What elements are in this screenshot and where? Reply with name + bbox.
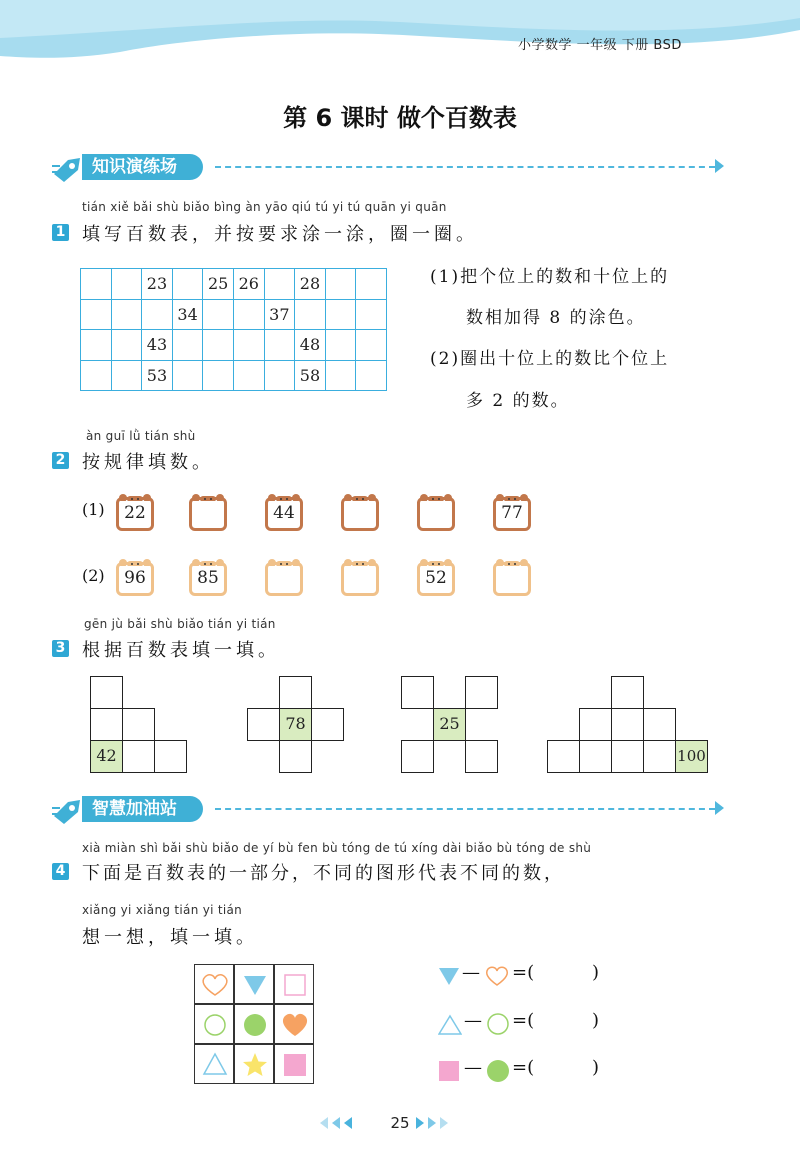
- fragment-cell-given: 25: [433, 708, 466, 741]
- rocket-icon: [50, 152, 86, 182]
- bear-value: 22: [124, 503, 146, 523]
- grid-cell: 37: [264, 299, 295, 330]
- q2-text: 按规律填数。: [82, 452, 214, 473]
- q1-instruction-1-line1: (1)把个位上的数和十位上的: [430, 267, 670, 287]
- grid-cell: [264, 269, 295, 300]
- bear-number-frame: [493, 562, 531, 596]
- symbol-cell: [234, 1044, 274, 1084]
- symbol-cell: [194, 1044, 234, 1084]
- fragment-cell: [154, 740, 187, 773]
- circle-filled-icon: [486, 1059, 510, 1083]
- triangle-up-outline-icon: [438, 1014, 462, 1036]
- bear-number-frame: [189, 497, 227, 531]
- bear-ears-icon: [116, 491, 154, 501]
- bear-ears-icon: [265, 556, 303, 566]
- dashed-line: [215, 166, 715, 168]
- fragment-cell: [579, 740, 612, 773]
- q1-pinyin: tián xiě bǎi shù biǎo bìng àn yāo qiú tú yi tú quān yi quān: [82, 200, 447, 214]
- bear-number-frame: [417, 497, 455, 531]
- grid-cell: [111, 269, 142, 300]
- grid-cell: [111, 330, 142, 361]
- bear-ears-icon: [493, 556, 531, 566]
- bear-ears-icon: [189, 556, 227, 566]
- grid-cell: 48: [295, 330, 326, 361]
- grid-cell: [81, 299, 112, 330]
- close-paren: ): [592, 1057, 600, 1078]
- grid-cell: [142, 299, 173, 330]
- bear-ears-icon: [493, 491, 531, 501]
- grid-cell: [356, 299, 387, 330]
- arrow-icon: [715, 801, 724, 815]
- bear-number-frame: [116, 562, 154, 596]
- grid-cell: 23: [142, 269, 173, 300]
- fragment-cell: [579, 708, 612, 741]
- q1-instruction-2-line1: (2)圈出十位上的数比个位上: [430, 349, 670, 369]
- symbol-cell: [194, 1004, 234, 1044]
- heart-outline-icon: [195, 965, 235, 1005]
- fragment-cell: [465, 740, 498, 773]
- fragment-cell-given: 100: [675, 740, 708, 773]
- bear-value: 85: [197, 568, 219, 588]
- grid-row: [81, 360, 387, 391]
- equals-open: =(: [512, 1057, 535, 1078]
- circle-outline-icon: [486, 1012, 510, 1036]
- close-paren: ): [592, 1010, 600, 1031]
- bear-value: 52: [425, 568, 447, 588]
- bear-value: 77: [501, 503, 523, 523]
- page-next-arrows-icon: [414, 1116, 458, 1130]
- bear-number-frame: [341, 497, 379, 531]
- fragment-cell: [122, 708, 155, 741]
- grid-cell: 58: [295, 360, 326, 391]
- fragment-cell: [401, 740, 434, 773]
- triangle-up-outline-icon: [195, 1045, 235, 1085]
- rocket-icon: [50, 794, 86, 824]
- equation-3: [438, 1057, 618, 1085]
- q3-number: 3: [52, 640, 69, 657]
- bear-value: 44: [273, 503, 295, 523]
- q2-number: 2: [52, 452, 69, 469]
- square-filled-icon: [438, 1060, 460, 1082]
- bear-ears-icon: [341, 491, 379, 501]
- grid-cell: [295, 299, 326, 330]
- q1-instruction-1-line2: 数相加得 8 的涂色。: [466, 308, 646, 328]
- equation-2: [438, 1010, 618, 1038]
- grid-row: [81, 269, 387, 300]
- bear-number-frame: [265, 497, 303, 531]
- bear-ears-icon: [341, 556, 379, 566]
- hundred-chart-grid: [80, 268, 387, 391]
- grid-cell: [325, 360, 356, 391]
- grid-cell: [264, 360, 295, 391]
- bear-ears-icon: [417, 556, 455, 566]
- heart-outline-icon: [484, 964, 510, 988]
- bear-number-frame: [116, 497, 154, 531]
- fragment-cell: [247, 708, 280, 741]
- grid-cell: [356, 269, 387, 300]
- fragment-cell: [611, 676, 644, 709]
- fragment-cell: [311, 708, 344, 741]
- fragment-cell-given: 78: [279, 708, 312, 741]
- fragment-cell: [643, 740, 676, 773]
- grid-cell: [264, 330, 295, 361]
- fragment-cell: [122, 740, 155, 773]
- fragment-cell: [611, 708, 644, 741]
- fragment-cell: [279, 676, 312, 709]
- square-outline-icon: [275, 965, 315, 1005]
- minus-sign: —: [462, 962, 480, 983]
- grid-cell: 43: [142, 330, 173, 361]
- grid-cell: [81, 360, 112, 391]
- grid-cell: 53: [142, 360, 173, 391]
- grid-cell: [203, 299, 234, 330]
- grid-cell: [172, 360, 203, 391]
- symbol-grid: [194, 964, 314, 1084]
- grid-cell: [325, 330, 356, 361]
- fragment-cell: [279, 740, 312, 773]
- bear-value: 96: [124, 568, 146, 588]
- circle-outline-icon: [195, 1005, 235, 1045]
- q4-pinyin-line2: xiǎng yi xiǎng tián yi tián: [82, 903, 243, 917]
- grid-cell: [233, 360, 264, 391]
- fragment-cell: [547, 740, 580, 773]
- grid-cell: [203, 360, 234, 391]
- q2-row2-label: (2): [82, 566, 105, 585]
- triangle-down-icon: [235, 965, 275, 1005]
- grid-cell: [81, 269, 112, 300]
- section-title-challenge: 智慧加油站: [82, 796, 203, 822]
- fragment-cell: [90, 676, 123, 709]
- minus-sign: —: [464, 1057, 482, 1078]
- q3-text: 根据百数表填一填。: [82, 640, 280, 661]
- grid-cell: [233, 330, 264, 361]
- section-banner-practice: [50, 152, 730, 182]
- q1-number: 1: [52, 224, 69, 241]
- bear-ears-icon: [265, 491, 303, 501]
- grid-cell: [111, 299, 142, 330]
- grid-cell: [111, 360, 142, 391]
- q3-pinyin: gēn jù bǎi shù biǎo tián yi tián: [84, 617, 276, 631]
- minus-sign: —: [464, 1010, 482, 1031]
- grid-cell: [233, 299, 264, 330]
- dashed-line: [215, 808, 715, 810]
- bear-number-frame: [265, 562, 303, 596]
- bear-ears-icon: [417, 491, 455, 501]
- equation-1: [438, 962, 618, 990]
- bear-number-frame: [417, 562, 455, 596]
- fragment-cell: [643, 708, 676, 741]
- star-filled-icon: [235, 1045, 275, 1085]
- grid-row: [81, 330, 387, 361]
- q2-pinyin: àn guī lǜ tián shù: [86, 429, 196, 443]
- bear-number-frame: [493, 497, 531, 531]
- grid-cell: [325, 299, 356, 330]
- bear-ears-icon: [189, 491, 227, 501]
- bear-ears-icon: [116, 556, 154, 566]
- page-number: 25: [390, 1114, 410, 1132]
- triangle-down-icon: [438, 966, 460, 986]
- grid-cell: 34: [172, 299, 203, 330]
- symbol-cell: [234, 1004, 274, 1044]
- fragment-cell: [401, 676, 434, 709]
- grid-cell: [81, 330, 112, 361]
- heart-filled-icon: [275, 1005, 315, 1045]
- fragment-cell: [90, 708, 123, 741]
- bear-number-frame: [189, 562, 227, 596]
- q4-pinyin-line1: xià miàn shì bǎi shù biǎo de yí bù fen bù tóng de tú xíng dài biǎo bù tóng de shù: [82, 841, 592, 855]
- bear-number-frame: [341, 562, 379, 596]
- grid-cell: 28: [295, 269, 326, 300]
- grid-cell: [203, 330, 234, 361]
- grid-cell: [172, 269, 203, 300]
- grid-row: [81, 299, 387, 330]
- grid-cell: 25: [203, 269, 234, 300]
- grid-cell: [356, 330, 387, 361]
- section-banner-challenge: [50, 794, 730, 824]
- fragment-cell: [465, 676, 498, 709]
- symbol-cell: [234, 964, 274, 1004]
- symbol-cell: [274, 964, 314, 1004]
- grid-cell: 26: [233, 269, 264, 300]
- grid-cell: [325, 269, 356, 300]
- q2-row1-label: (1): [82, 500, 105, 519]
- symbol-cell: [194, 964, 234, 1004]
- arrow-icon: [715, 159, 724, 173]
- q4-number: 4: [52, 863, 69, 880]
- grid-cell: [172, 330, 203, 361]
- fragment-cell: [611, 740, 644, 773]
- symbol-cell: [274, 1004, 314, 1044]
- circle-filled-icon: [235, 1005, 275, 1045]
- fragment-cell-given: 42: [90, 740, 123, 773]
- q4-text-line2: 想一想，填一填。: [82, 927, 258, 948]
- symbol-cell: [274, 1044, 314, 1084]
- q1-text: 填写百数表，并按要求涂一涂，圈一圈。: [82, 224, 478, 245]
- page-title: 第 6 课时 做个百数表: [283, 104, 517, 132]
- equals-open: =(: [512, 1010, 535, 1031]
- section-title-practice: 知识演练场: [82, 154, 203, 180]
- close-paren: ): [592, 962, 600, 983]
- square-filled-icon: [275, 1045, 315, 1085]
- header-book-info: 小学数学 一年级 下册 BSD: [518, 38, 682, 53]
- equals-open: =(: [512, 962, 535, 983]
- q4-text-line1: 下面是百数表的一部分，不同的图形代表不同的数，: [82, 863, 565, 884]
- grid-cell: [356, 360, 387, 391]
- q1-instruction-2-line2: 多 2 的数。: [466, 391, 570, 411]
